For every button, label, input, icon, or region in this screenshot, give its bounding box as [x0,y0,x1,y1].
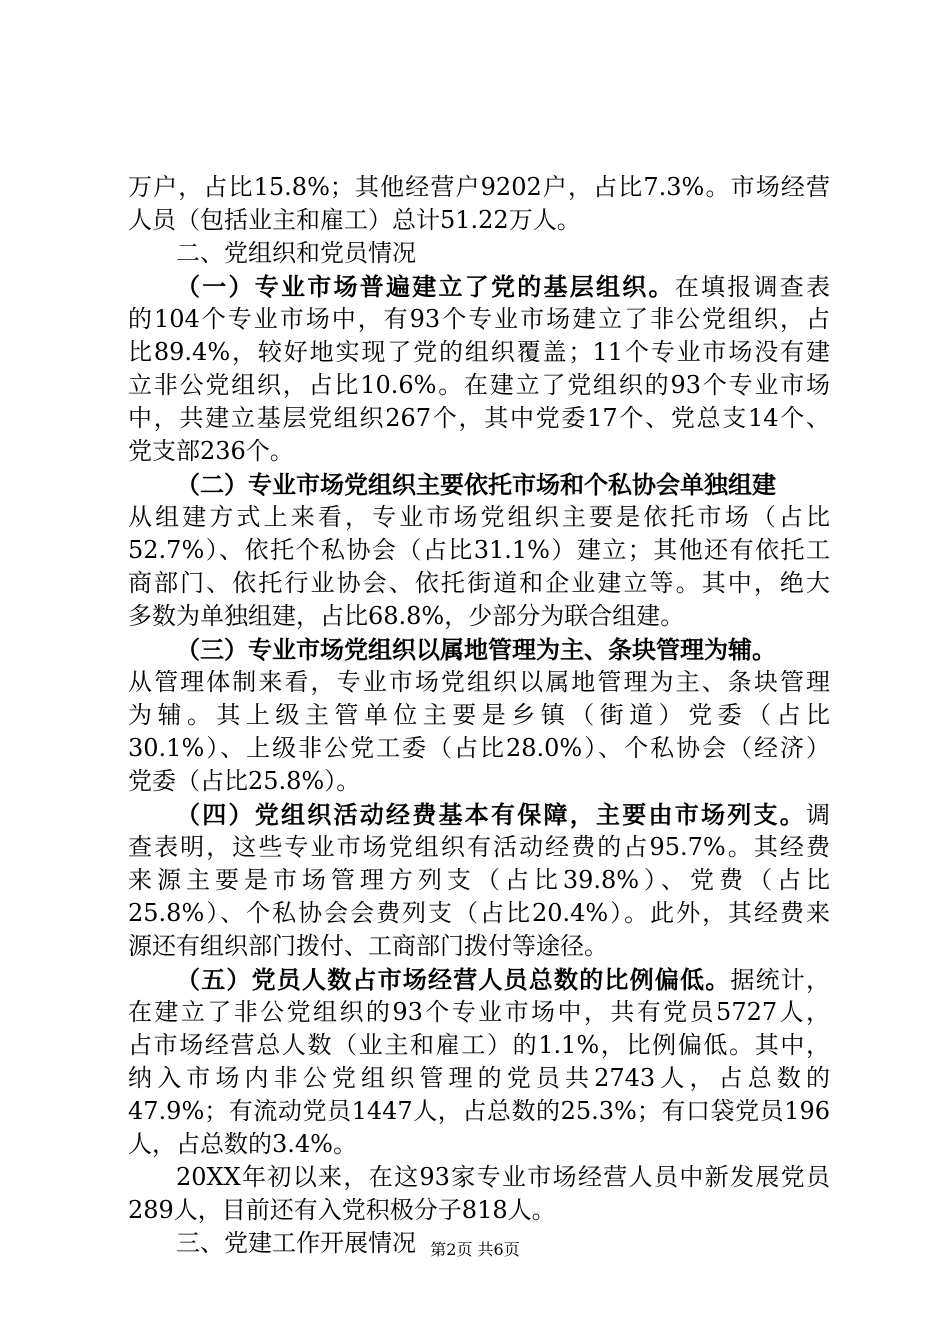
line-text: 47.9%；有流动党员1447人，占总数的25.3%；有口袋党员196 [128,1097,830,1125]
line-text: 人，占总数的3.4%。 [128,1130,357,1158]
text-line [128,699,830,732]
section-heading: （二）专业市场党组织主要依托市场和个私协会单独组建 [176,470,776,499]
section-heading: （三）专业市场党组织以属地管理为主、条块管理为辅。 [176,635,776,664]
line-text: 三、党建工作开展情况 [176,1229,416,1257]
text-line [128,237,830,270]
line-text: 中，共建立基层党组织267个，其中党委17个、党总支14个、 [128,404,830,432]
line-text: 从管理体制来看，专业市场党组织以属地管理为主、条块管理 [128,668,830,696]
body-text [128,171,830,1260]
text-line [128,303,830,336]
section-heading: （四）党组织活动经费基本有保障，主要由市场列支。 [176,800,806,829]
text-line [128,402,830,435]
line-text: 289人，目前还有入党积极分子818人。 [128,1196,556,1224]
text-line [128,336,830,369]
text-line [128,171,830,204]
text-line [128,996,830,1029]
line-text: 据统计， [730,966,830,994]
line-text: 30.1%）、上级非公党工委（占比28.0%）、个私协会（经济） [128,734,830,762]
text-line [128,270,830,303]
line-text: 查表明，这些专业市场党组织有活动经费的占95.7%。其经费 [128,833,830,861]
line-text: 比89.4%，较好地实现了党的组织覆盖；11个专业市场没有建 [128,338,830,366]
text-line [128,501,830,534]
text-line [128,831,830,864]
line-text: 25.8%）、个私协会会费列支（占比20.4%）。此外，其经费来 [128,899,830,927]
text-line [128,534,830,567]
section-heading: （五）党员人数占市场经营人员总数的比例偏低。 [176,965,731,994]
line-text: 万户，占比15.8%；其他经营户9202户，占比7.3%。市场经营 [128,173,830,201]
text-line [128,666,830,699]
line-text: 二、党组织和党员情况 [176,239,416,267]
text-line [128,930,830,963]
text-line [128,468,830,501]
line-text: 在填报调查表 [674,273,830,301]
line-text: 来源主要是市场管理方列支（占比39.8%）、党费（占比 [128,866,830,894]
text-line [128,600,830,633]
line-text: 多数为单独组建，占比68.8%，少部分为联合组建。 [128,602,685,630]
text-line [128,963,830,996]
line-text: 商部门、依托行业协会、依托街道和企业建立等。其中，绝大 [128,569,830,597]
line-text: 从组建方式上来看，专业市场党组织主要是依托市场（占比 [128,503,830,531]
line-text: 在建立了非公党组织的93个专业市场中，共有党员5727人， [128,998,830,1026]
text-line [128,633,830,666]
text-line [128,1062,830,1095]
text-line [128,897,830,930]
line-text: 调 [806,801,830,829]
line-text: 立非公党组织，占比10.6%。在建立了党组织的93个专业市场 [128,371,830,399]
section-heading: （一）专业市场普遍建立了党的基层组织。 [176,272,675,301]
text-line [128,204,830,237]
text-line [128,765,830,798]
text-line [128,1161,830,1194]
line-text: 源还有组织部门拨付、工商部门拨付等途径。 [128,932,608,960]
line-text: 纳入市场内非公党组织管理的党员共2743人，占总数的 [128,1064,830,1092]
line-text: 党委（占比25.8%）。 [128,767,361,795]
text-line [128,864,830,897]
line-text: 20XX年初以来，在这93家专业市场经营人员中新发展党员 [176,1163,830,1191]
text-line [128,1029,830,1062]
text-line [128,567,830,600]
text-line [128,369,830,402]
text-line [128,435,830,468]
text-line [128,1194,830,1227]
line-text: 人员（包括业主和雇工）总计51.22万人。 [128,206,581,234]
line-text: 占市场经营总人数（业主和雇工）的1.1%，比例偏低。其中， [128,1031,830,1059]
line-text: 的104个专业市场中，有93个专业市场建立了非公党组织，占 [128,305,830,333]
text-line [128,798,830,831]
page-footer: 第2页 共6页 [430,1240,520,1259]
text-line [128,1095,830,1128]
line-text: 52.7%）、依托个私协会（占比31.1%）建立；其他还有依托工 [128,536,830,564]
line-text: 为辅。其上级主管单位主要是乡镇（街道）党委（占比 [128,701,830,729]
text-line [128,732,830,765]
text-line [128,1128,830,1161]
line-text: 党支部236个。 [128,437,294,465]
